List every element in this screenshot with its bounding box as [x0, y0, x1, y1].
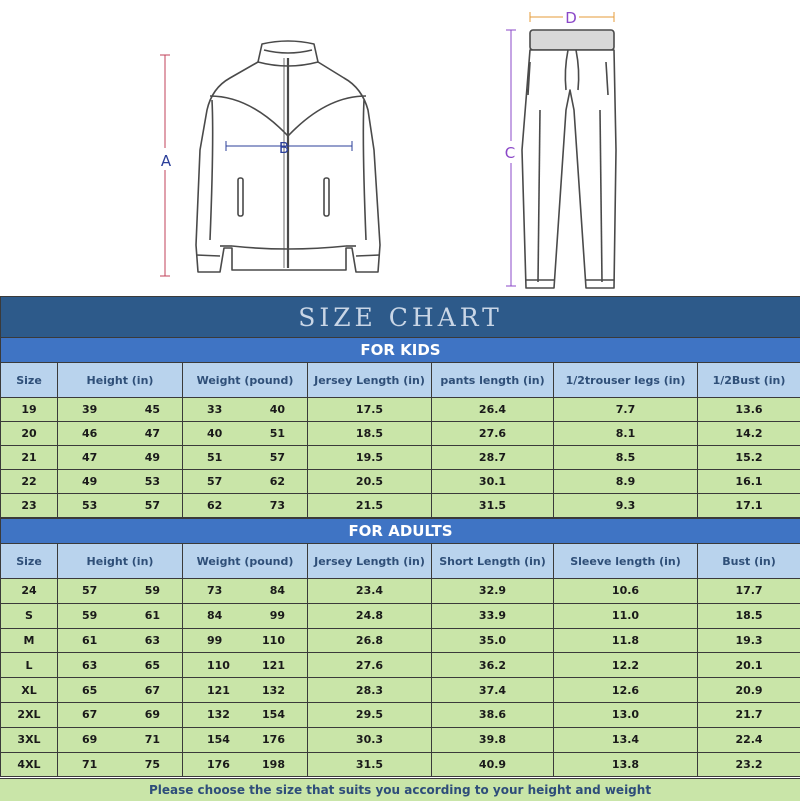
height-max: 67 [145, 684, 160, 697]
weight-max: 132 [262, 684, 285, 697]
height-max: 63 [145, 634, 160, 647]
kids-header-height: Height (in) [58, 363, 183, 398]
kids-header-size: Size [1, 363, 58, 398]
pants-value: 26.4 [479, 403, 506, 416]
height-cell [58, 422, 183, 446]
weight-min: 84 [207, 609, 222, 622]
weight-min: 62 [207, 499, 222, 512]
height-max: 75 [145, 758, 160, 771]
short-value: 36.2 [479, 659, 506, 672]
sleeve-cell [554, 678, 698, 703]
pants-value: 30.1 [479, 475, 506, 488]
jersey-value: 19.5 [356, 451, 383, 464]
weight-min: 121 [207, 684, 230, 697]
height-min: 47 [82, 451, 97, 464]
weight-cell [183, 727, 308, 752]
height-min: 65 [82, 684, 97, 697]
sleeve-value: 12.6 [612, 684, 639, 697]
adults-table-row [1, 727, 800, 752]
bust-value: 21.7 [735, 708, 762, 721]
adults-header-bust: Bust (in) [698, 544, 800, 579]
jersey-value: 26.8 [356, 634, 383, 647]
height-min: 69 [82, 733, 97, 746]
height-min: 71 [82, 758, 97, 771]
bust-cell [698, 446, 800, 470]
size-cell [1, 727, 58, 752]
kids-header-weight: Weight (pound) [183, 363, 308, 398]
jersey-value: 21.5 [356, 499, 383, 512]
sleeve-value: 13.8 [612, 758, 639, 771]
legs-cell [554, 470, 698, 494]
legs-cell [554, 398, 698, 422]
bust-cell [698, 702, 800, 727]
size-value: XL [21, 684, 37, 697]
bust-cell [698, 579, 800, 604]
height-max: 57 [145, 499, 160, 512]
height-cell [58, 470, 183, 494]
jersey-value: 24.8 [356, 609, 383, 622]
pants-value: 31.5 [479, 499, 506, 512]
legs-value: 9.3 [616, 499, 636, 512]
kids-header-row [1, 363, 800, 398]
jersey-cell [308, 579, 432, 604]
section-title-kids: FOR KIDS [1, 338, 800, 363]
bust-cell [698, 678, 800, 703]
bust-value: 13.6 [735, 403, 762, 416]
adults-table-row [1, 702, 800, 727]
weight-cell [183, 494, 308, 518]
size-cell [1, 470, 58, 494]
bust-value: 18.5 [735, 609, 762, 622]
adults-header-size: Size [1, 544, 58, 579]
size-cell [1, 398, 58, 422]
jersey-value: 27.6 [356, 659, 383, 672]
jersey-cell [308, 446, 432, 470]
kids-table-row [1, 446, 800, 470]
sleeve-cell [554, 603, 698, 628]
jersey-cell [308, 752, 432, 777]
sleeve-cell [554, 727, 698, 752]
size-value: M [24, 634, 35, 647]
bust-value: 14.2 [735, 427, 762, 440]
weight-min: 154 [207, 733, 230, 746]
short-cell [432, 752, 554, 777]
kids-table-row [1, 422, 800, 446]
jersey-cell [308, 603, 432, 628]
sleeve-value: 10.6 [612, 584, 639, 597]
bust-value: 19.3 [735, 634, 762, 647]
sleeve-cell [554, 702, 698, 727]
adults-table-row [1, 603, 800, 628]
size-chart-table [0, 296, 800, 518]
short-value: 40.9 [479, 758, 506, 771]
kids-table-row [1, 494, 800, 518]
height-min: 63 [82, 659, 97, 672]
jersey-value: 20.5 [356, 475, 383, 488]
bust-cell [698, 752, 800, 777]
size-cell [1, 579, 58, 604]
height-max: 47 [145, 427, 160, 440]
height-cell [58, 678, 183, 703]
bust-cell [698, 398, 800, 422]
size-cell [1, 628, 58, 653]
jersey-value: 31.5 [356, 758, 383, 771]
bust-cell [698, 653, 800, 678]
size-value: 3XL [17, 733, 40, 746]
size-value: 4XL [17, 758, 40, 771]
height-cell [58, 446, 183, 470]
weight-max: 110 [262, 634, 285, 647]
size-cell [1, 653, 58, 678]
bust-cell [698, 603, 800, 628]
sleeve-cell [554, 653, 698, 678]
label-a: A [161, 152, 172, 170]
adults-header-short: Short Length (in) [432, 544, 554, 579]
weight-max: 40 [270, 403, 285, 416]
short-cell [432, 628, 554, 653]
weight-cell [183, 579, 308, 604]
sleeve-value: 13.0 [612, 708, 639, 721]
height-cell [58, 628, 183, 653]
short-value: 33.9 [479, 609, 506, 622]
pants-cell [432, 398, 554, 422]
size-value: 24 [21, 584, 36, 597]
footer-note: Please choose the size that suits you according to your height and weight [0, 778, 800, 801]
adults-table-row [1, 678, 800, 703]
short-cell [432, 579, 554, 604]
height-cell [58, 494, 183, 518]
sleeve-value: 11.8 [612, 634, 639, 647]
weight-cell [183, 446, 308, 470]
pants-drawing [522, 30, 616, 288]
height-max: 69 [145, 708, 160, 721]
adults-header-weight: Weight (pound) [183, 544, 308, 579]
height-cell [58, 398, 183, 422]
size-chart-adults-table [0, 518, 800, 777]
adults-table-row [1, 752, 800, 777]
weight-max: 62 [270, 475, 285, 488]
legs-value: 8.1 [616, 427, 636, 440]
height-min: 59 [82, 609, 97, 622]
weight-min: 110 [207, 659, 230, 672]
short-value: 38.6 [479, 708, 506, 721]
legs-value: 8.9 [616, 475, 636, 488]
height-min: 67 [82, 708, 97, 721]
weight-max: 51 [270, 427, 285, 440]
bust-value: 20.1 [735, 659, 762, 672]
sleeve-cell [554, 752, 698, 777]
weight-max: 57 [270, 451, 285, 464]
sleeve-cell [554, 628, 698, 653]
jersey-value: 17.5 [356, 403, 383, 416]
kids-table-row [1, 398, 800, 422]
adults-table-row [1, 579, 800, 604]
adults-table-row [1, 653, 800, 678]
pants-value: 28.7 [479, 451, 506, 464]
size-cell [1, 446, 58, 470]
jersey-value: 28.3 [356, 684, 383, 697]
short-value: 32.9 [479, 584, 506, 597]
jersey-value: 23.4 [356, 584, 383, 597]
weight-cell [183, 702, 308, 727]
weight-max: 99 [270, 609, 285, 622]
bust-value: 17.7 [735, 584, 762, 597]
kids-header-jersey: Jersey Length (in) [308, 363, 432, 398]
bust-value: 16.1 [735, 475, 762, 488]
weight-cell [183, 422, 308, 446]
bust-cell [698, 628, 800, 653]
bust-cell [698, 494, 800, 518]
short-value: 35.0 [479, 634, 506, 647]
weight-cell [183, 752, 308, 777]
adults-header-jersey: Jersey Length (in) [308, 544, 432, 579]
size-cell [1, 752, 58, 777]
bust-value: 17.1 [735, 499, 762, 512]
chart-title: SIZE CHART [1, 297, 800, 338]
short-cell [432, 702, 554, 727]
sleeve-value: 13.4 [612, 733, 639, 746]
height-cell [58, 603, 183, 628]
weight-min: 57 [207, 475, 222, 488]
height-min: 49 [82, 475, 97, 488]
label-d: D [565, 9, 577, 27]
adults-header-row [1, 544, 800, 579]
label-c: C [505, 144, 515, 162]
weight-min: 176 [207, 758, 230, 771]
weight-min: 73 [207, 584, 222, 597]
adults-header-sleeve: Sleeve length (in) [554, 544, 698, 579]
weight-max: 73 [270, 499, 285, 512]
height-cell [58, 653, 183, 678]
section-title-adults: FOR ADULTS [1, 519, 800, 544]
short-cell [432, 603, 554, 628]
sleeve-value: 12.2 [612, 659, 639, 672]
adults-header-height: Height (in) [58, 544, 183, 579]
jersey-cell [308, 628, 432, 653]
height-cell [58, 702, 183, 727]
bust-value: 15.2 [735, 451, 762, 464]
jersey-cell [308, 678, 432, 703]
weight-max: 121 [262, 659, 285, 672]
weight-min: 132 [207, 708, 230, 721]
weight-min: 40 [207, 427, 222, 440]
weight-max: 84 [270, 584, 285, 597]
height-max: 45 [145, 403, 160, 416]
pants-cell [432, 446, 554, 470]
bust-value: 20.9 [735, 684, 762, 697]
height-min: 57 [82, 584, 97, 597]
jersey-cell [308, 494, 432, 518]
jersey-value: 18.5 [356, 427, 383, 440]
size-cell [1, 494, 58, 518]
size-cell [1, 422, 58, 446]
height-min: 61 [82, 634, 97, 647]
kids-header-bust: 1/2Bust (in) [698, 363, 800, 398]
size-value: 2XL [17, 708, 40, 721]
weight-cell [183, 398, 308, 422]
legs-cell [554, 446, 698, 470]
kids-header-trouser-legs: 1/2trouser legs (in) [554, 363, 698, 398]
size-value: 21 [21, 451, 36, 464]
kids-header-pants: pants length (in) [432, 363, 554, 398]
height-max: 71 [145, 733, 160, 746]
weight-cell [183, 628, 308, 653]
garment-illustration [0, 0, 800, 296]
kids-table-row [1, 470, 800, 494]
height-max: 65 [145, 659, 160, 672]
height-cell [58, 727, 183, 752]
sleeve-value: 11.0 [612, 609, 639, 622]
weight-cell [183, 653, 308, 678]
height-min: 53 [82, 499, 97, 512]
jersey-cell [308, 702, 432, 727]
weight-max: 154 [262, 708, 285, 721]
legs-value: 7.7 [616, 403, 636, 416]
jersey-value: 29.5 [356, 708, 383, 721]
size-value: S [25, 609, 33, 622]
weight-max: 198 [262, 758, 285, 771]
weight-min: 99 [207, 634, 222, 647]
garment-diagram [0, 0, 800, 296]
size-value: 20 [21, 427, 36, 440]
size-value: L [25, 659, 32, 672]
weight-cell [183, 678, 308, 703]
weight-min: 33 [207, 403, 222, 416]
height-min: 39 [82, 403, 97, 416]
short-cell [432, 678, 554, 703]
weight-min: 51 [207, 451, 222, 464]
bust-cell [698, 422, 800, 446]
short-value: 37.4 [479, 684, 506, 697]
height-max: 61 [145, 609, 160, 622]
pants-cell [432, 422, 554, 446]
bust-cell [698, 470, 800, 494]
height-max: 59 [145, 584, 160, 597]
weight-max: 176 [262, 733, 285, 746]
size-value: 19 [21, 403, 36, 416]
height-max: 49 [145, 451, 160, 464]
bust-value: 22.4 [735, 733, 762, 746]
weight-cell [183, 603, 308, 628]
pants-cell [432, 494, 554, 518]
height-cell [58, 752, 183, 777]
pants-value: 27.6 [479, 427, 506, 440]
size-value: 22 [21, 475, 36, 488]
jersey-cell [308, 470, 432, 494]
jersey-cell [308, 398, 432, 422]
height-cell [58, 579, 183, 604]
jersey-cell [308, 653, 432, 678]
pants-cell [432, 470, 554, 494]
short-cell [432, 727, 554, 752]
height-max: 53 [145, 475, 160, 488]
size-value: 23 [21, 499, 36, 512]
jersey-value: 30.3 [356, 733, 383, 746]
label-b: B [279, 139, 289, 157]
legs-cell [554, 494, 698, 518]
legs-cell [554, 422, 698, 446]
size-chart [0, 296, 800, 800]
adults-table-row [1, 628, 800, 653]
jersey-cell [308, 727, 432, 752]
size-cell [1, 678, 58, 703]
legs-value: 8.5 [616, 451, 636, 464]
size-cell [1, 603, 58, 628]
height-min: 46 [82, 427, 97, 440]
short-value: 39.8 [479, 733, 506, 746]
size-cell [1, 702, 58, 727]
jersey-cell [308, 422, 432, 446]
bust-value: 23.2 [735, 758, 762, 771]
bust-cell [698, 727, 800, 752]
sleeve-cell [554, 579, 698, 604]
short-cell [432, 653, 554, 678]
weight-cell [183, 470, 308, 494]
